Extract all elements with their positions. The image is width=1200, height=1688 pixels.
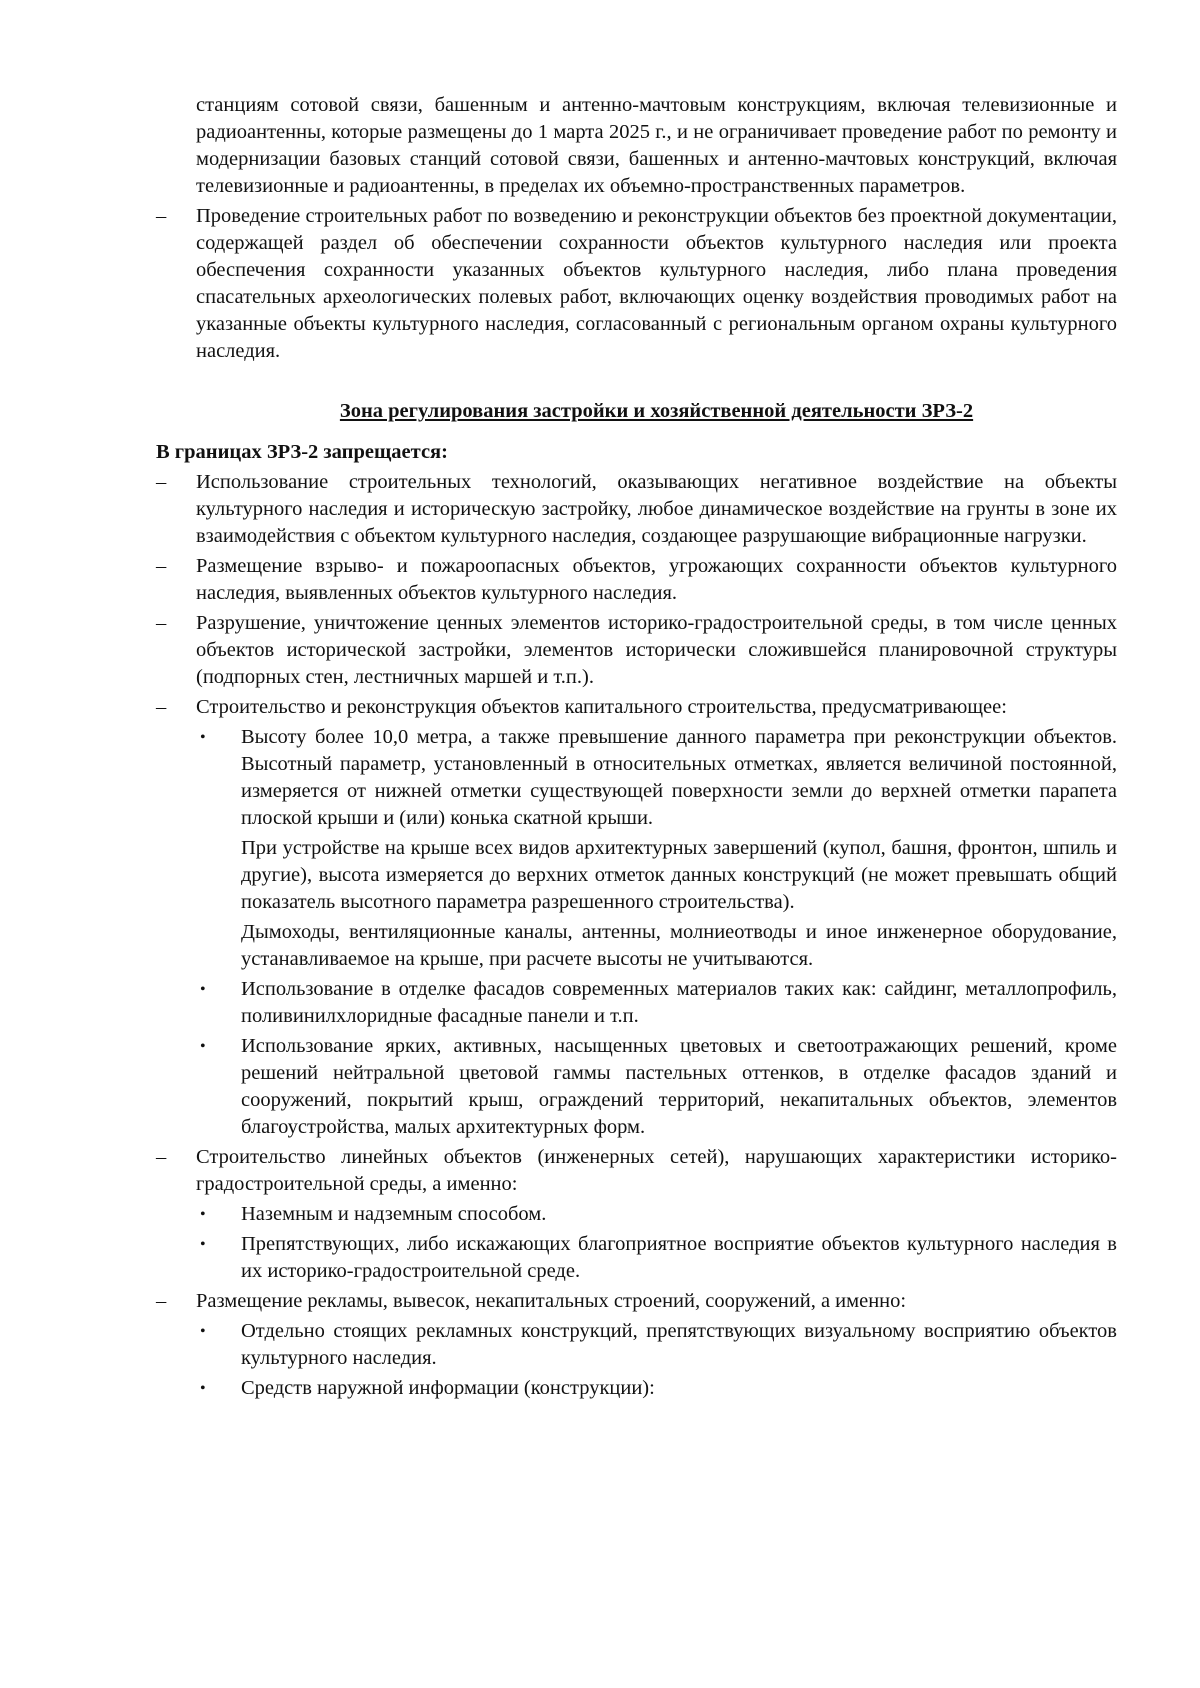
sub-item-text: Использование в отделке фасадов современных материалов таких как: сайдинг, металлопрофиль, поливинилхлоридные фасадные панели и т.п. bbox=[241, 978, 1117, 1027]
bullet-marker: • bbox=[200, 729, 206, 746]
list-item-text: Строительство и реконструкция объектов капитального строительства, предусматривающее: bbox=[196, 696, 1007, 718]
dash-marker: – bbox=[156, 696, 167, 718]
sub-item-text: Наземным и надземным способом. bbox=[241, 1203, 547, 1225]
dash-marker: – bbox=[156, 612, 167, 634]
sub-list-item bbox=[156, 1375, 1117, 1402]
list-item bbox=[156, 1288, 1117, 1315]
document-page bbox=[156, 92, 1117, 1402]
list-item bbox=[156, 553, 1117, 607]
sub-item-text: Использование ярких, активных, насыщенных цветовых и светоотражающих решений, кроме решений нейтральной цветовой гаммы пастельных оттенков, в отделке фасадов зданий и сооружений, покрытий крыш, ограждений территорий, некапитальных объектов, элементов благоустройства, малых архитектурных форм. bbox=[241, 1035, 1117, 1138]
sub-item-text: Препятствующих, либо искажающих благоприятное восприятие объектов культурного наследия в их историко-градостроительной среде. bbox=[241, 1233, 1117, 1282]
list-item bbox=[156, 203, 1117, 365]
list-item-text: Размещение рекламы, вывесок, некапитальных строений, сооружений, а именно: bbox=[196, 1290, 907, 1312]
sub-item-text: При устройстве на крыше всех видов архитектурных завершений (купол, башня, фронтон, шпиль и другие), высота измеряется до верхних отметок данных конструкций (не может превышать общий показатель высотного параметра разрешенного строительства). bbox=[241, 837, 1117, 913]
bullet-marker: • bbox=[200, 981, 206, 998]
dash-marker: – bbox=[156, 1146, 167, 1168]
sub-list-item bbox=[156, 1033, 1117, 1141]
section-heading: Зона регулирования застройки и хозяйственной деятельности ЗРЗ-2 bbox=[339, 400, 974, 422]
list-item bbox=[156, 694, 1117, 721]
list-item-text: Размещение взрыво- и пожароопасных объектов, угрожающих сохранности объектов культурного наследия, выявленных объектов культурного наследия. bbox=[196, 555, 1117, 604]
sub-item-text: Высоту более 10,0 метра, а также превышение данного параметра при реконструкции объектов. Высотный параметр, установленный в относительных отметках, является величиной постоянной, измеряется от нижней отметки существующей поверхности земли до верхней отметки парапета плоской крыши и (или) конька скатной крыши. bbox=[241, 726, 1117, 829]
bullet-marker: • bbox=[200, 1380, 206, 1397]
sub-list-item bbox=[156, 1318, 1117, 1372]
sub-item-text: Средств наружной информации (конструкции): bbox=[241, 1377, 655, 1399]
sub-list-item bbox=[156, 724, 1117, 973]
intro-continuation: станциям сотовой связи, башенным и антенно-мачтовым конструкциям, включая телевизионные и радиоантенны, которые размещены до 1 марта 2025 г., и не ограничивает проведение работ по ремонту и модернизации базовых станций сотовой связи, башенных и антенно-мачтовых конструкций, включая телевизионные и радиоантенны, в пределах их объемно-пространственных параметров. bbox=[196, 94, 1117, 197]
list-item bbox=[156, 469, 1117, 550]
list-item bbox=[156, 1144, 1117, 1198]
sub-list-item bbox=[156, 1201, 1117, 1228]
bullet-marker: • bbox=[200, 1236, 206, 1253]
list-item bbox=[156, 610, 1117, 691]
sub-item-text: Дымоходы, вентиляционные каналы, антенны, молниеотводы и иное инженерное оборудование, устанавливаемое на крыше, при расчете высоты не учитываются. bbox=[241, 921, 1117, 970]
list-item-text: Строительство линейных объектов (инженерных сетей), нарушающих характеристики историко-градостроительной среды, а именно: bbox=[196, 1146, 1117, 1195]
sub-list-item bbox=[156, 976, 1117, 1030]
dash-marker: – bbox=[156, 1290, 167, 1312]
prohibitions-list bbox=[156, 469, 1117, 1402]
sub-list-item bbox=[156, 1231, 1117, 1285]
dash-marker: – bbox=[156, 471, 167, 493]
sub-item-text: Отдельно стоящих рекламных конструкций, препятствующих визуальному восприятию объектов культурного наследия. bbox=[241, 1320, 1117, 1369]
bullet-marker: • bbox=[200, 1323, 206, 1340]
bullet-marker: • bbox=[200, 1206, 206, 1223]
bullet-marker: • bbox=[200, 1038, 206, 1055]
list-item-text: Проведение строительных работ по возведению и реконструкции объектов без проектной документации, содержащей раздел об обеспечении сохранности объектов культурного наследия или проекта обеспечения сохранности указанных объектов культурного наследия, либо плана проведения спасательных археологических полевых работ, включающих оценку воздействия проводимых работ на указанные объекты культурного наследия, согласованный с региональным органом охраны культурного наследия. bbox=[196, 205, 1117, 362]
list-item-text: Использование строительных технологий, оказывающих негативное воздействие на объекты культурного наследия и историческую застройку, любое динамическое воздействие на грунты в зоне их взаимодействия с объектом культурного наследия, создающее разрушающие вибрационные нагрузки. bbox=[196, 471, 1117, 547]
lead-text: В границах ЗРЗ-2 запрещается: bbox=[156, 441, 448, 463]
dash-marker: – bbox=[156, 555, 167, 577]
list-item-text: Разрушение, уничтожение ценных элементов историко-градостроительной среды, в том числе ценных объектов исторической застройки, элементов исторически сложившейся планировочной структуры (подпорных стен, лестничных маршей и т.п.). bbox=[196, 612, 1117, 688]
dash-marker: – bbox=[156, 205, 167, 227]
